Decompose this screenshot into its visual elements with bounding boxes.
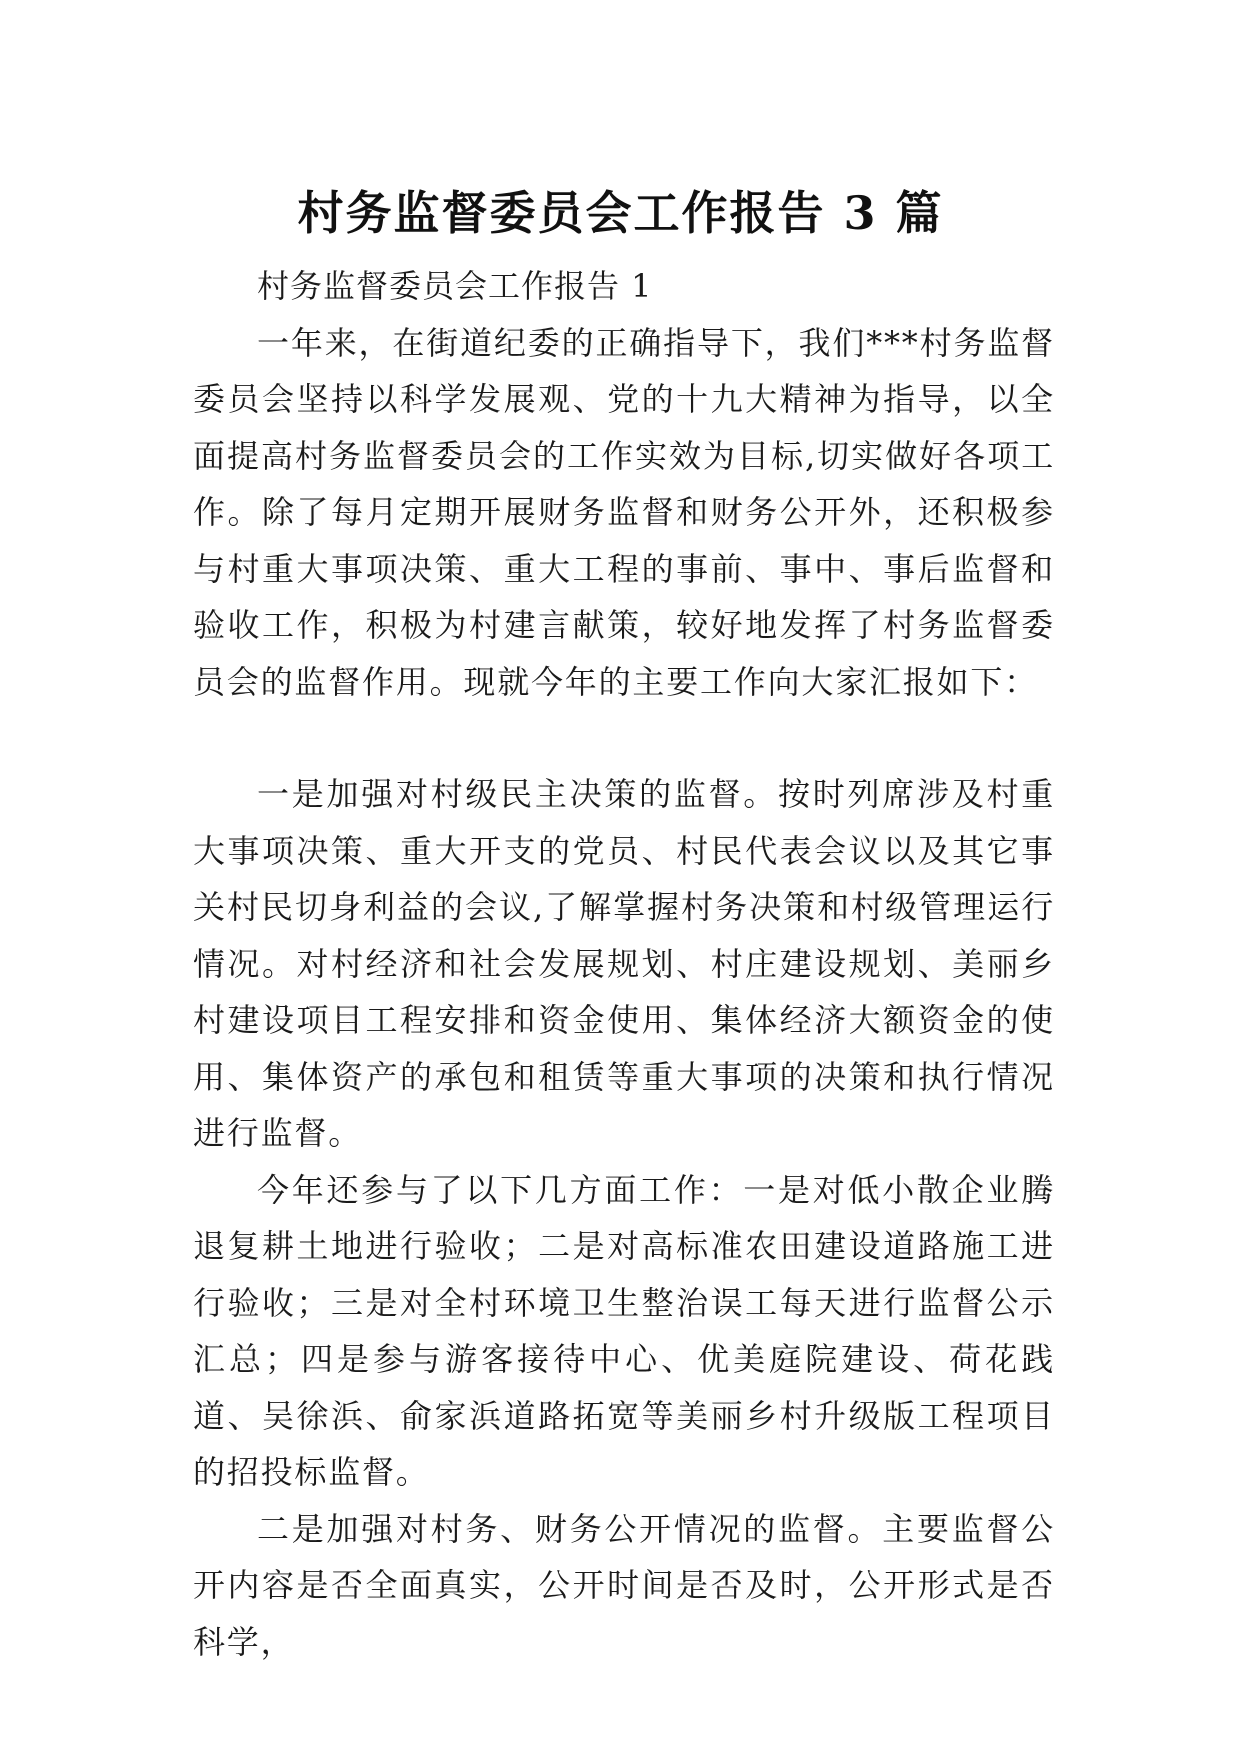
paragraph-decision-supervision: 一是加强对村级民主决策的监督。按时列席涉及村重大事项决策、重大开支的党员、村民代表会议以及其它事关村民切身利益的会议,了解掌握村务决策和村级管理运行情况。对村经济和社会发展规划、村庄建设规划、美丽乡村建设项目工程安排和资金使用、集体经济大额资金的使用、集体资产的承包和租赁等重大事项的决策和执行情况进行监督。	[193, 775, 1055, 1152]
paragraph-gap	[193, 710, 1055, 766]
section-heading: 村务监督委员会工作报告 1	[257, 267, 653, 305]
paragraph-other-work: 今年还参与了以下几方面工作：一是对低小散企业腾退复耕土地进行验收；二是对高标准农田建设道路施工进行验收；三是对全村环境卫生整治误工每天进行监督公示汇总；四是参与游客接待中心、优美庭院建设、荷花践道、吴徐浜、俞家浜道路拓宽等美丽乡村升级版工程项目的招投标监督。	[193, 1170, 1055, 1491]
document-body	[193, 258, 1055, 1670]
document-title: 村务监督委员会工作报告 3 篇	[297, 185, 944, 240]
paragraph-disclosure-supervision: 二是加强对村务、财务公开情况的监督。主要监督公开内容是否全面真实，公开时间是否及时，公开形式是否科学，	[193, 1509, 1055, 1661]
paragraph-intro: 一年来，在街道纪委的正确指导下，我们***村务监督委员会坚持以科学发展观、党的十九大精神为指导，以全面提高村务监督委员会的工作实效为目标,切实做好各项工作。除了每月定期开展财务监督和财务公开外，还积极参与村重大事项决策、重大工程的事前、事中、事后监督和验收工作，积极为村建言献策，较好地发挥了村务监督委员会的监督作用。现就今年的主要工作向大家汇报如下：	[193, 323, 1055, 701]
